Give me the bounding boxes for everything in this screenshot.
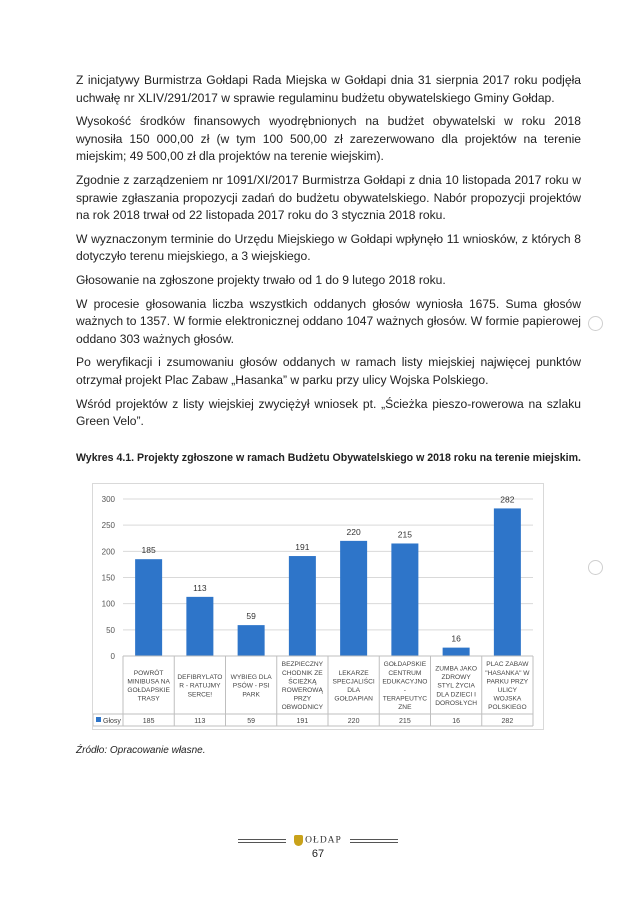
paragraph: Po weryfikacji i zsumowaniu głosów oddanych w ramach listy miejskiej najwięcej punktów otrzymał projekt Plac Zabaw „Hasanka” w parku przy ulicy Wojska Polskiego. [76,355,581,387]
table-value: 220 [347,718,360,725]
footer-logo [294,835,342,846]
paragraph: W wyznaczonym terminie do Urzędu Miejskiego w Gołdapi wpłynęło 11 wniosków, z których 8 dotyczyło terenu miejskiego, a 3 wiejskiego. [76,231,581,264]
footer-rule-left [238,839,286,843]
figure-caption: Wykres 4.1. Projekty zgłoszone w ramach Budżetu Obywatelskiego w 2018 roku na terenie miejskim. [76,452,581,464]
category-label: ZDROWY [441,674,471,682]
category-label: POLSKIEGO [488,704,527,712]
table-value: 282 [501,718,514,725]
table-value: 215 [399,718,411,725]
category-label: GOŁDAPSKIE [127,687,170,694]
category-label: BEZPIECZNY [281,661,324,669]
y-tick-label: 200 [101,547,115,557]
table-value: 113 [194,718,206,725]
footer-logo-text: OŁDAP [305,835,342,846]
category-label: R - RATUJMY [179,682,221,690]
paragraph: W procesie głosowania liczba wszystkich oddanych głosów wyniosła 1675. Suma głosów ważnych to 1357. W formie elektronicznej oddano 1047 ważnych głosów. W formie papierowej oddano 303 ważnych głosów. [76,296,581,346]
category-label: PRZY [293,695,312,703]
source-note: Źródło: Opracowanie własne. [76,745,206,756]
category-label: GOŁDAPSKIE [383,661,427,669]
paragraph: Głosowanie na zgłoszone projekty trwało od 1 do 9 lutego 2018 roku. [76,272,446,287]
footer-rule-right [350,839,398,843]
table-value: 16 [452,718,461,725]
category-label: MINIBUSA NA [127,678,170,686]
category-label: STYL ŻYCIA [437,682,475,690]
data-label: 282 [500,494,515,505]
crest-icon [294,835,303,846]
category-label: OBWODNICY [281,704,324,712]
category-label: POWRÓT [133,669,164,677]
data-label: 185 [141,545,156,556]
data-label: 16 [451,633,461,644]
y-tick-label: 150 [101,573,115,583]
data-label: 191 [295,542,310,553]
data-label: 220 [346,526,361,537]
data-label: 59 [246,611,256,622]
punch-hole-mark [588,560,603,575]
legend-label: Głosy [103,718,121,725]
category-label: DLA [347,687,361,694]
category-label: DOROSŁYCH [435,699,478,707]
y-tick-label: 0 [110,652,115,661]
paragraph: Wśród projektów z listy wiejskiej zwyciężył wniosek pt. „Ścieżka pieszo-rowerowa na szlaku Green Velo”. [76,396,581,429]
page-number: 67 [311,848,325,860]
category-label: ULICY [497,687,518,694]
category-label: CENTRUM [388,669,422,677]
bar [289,556,316,656]
category-label: PLAC ZABAW [486,661,529,669]
category-label: PSÓW - PSI [232,682,270,690]
y-tick-label: 50 [106,625,115,635]
y-tick-label: 250 [101,521,115,531]
category-label: DEFIBRYLATO [177,674,223,682]
category-label: DLA DZIECI I [436,691,476,699]
category-label: SERCE! [187,691,213,699]
category-label: ROWEROWĄ [281,687,323,694]
data-label: 215 [397,529,412,540]
category-label: PARKU PRZY [486,678,529,686]
bar [443,648,470,656]
category-label: CHODNIK ZE [282,669,323,677]
category-label: - [403,687,406,694]
category-label: TRASY [137,695,160,703]
category-label: WYBIEG DLA [230,674,272,682]
y-tick-label: 100 [101,599,115,609]
category-label: ZNE [398,704,412,712]
category-label: GOŁDAPIAN [334,695,373,703]
table-value: 185 [142,718,155,725]
punch-hole-mark [588,316,603,331]
y-tick-label: 300 [101,495,115,504]
category-label: ŚCIEŻKĄ [288,678,317,686]
category-label: EDUKACYJNO [382,678,428,686]
bar [340,541,367,656]
category-label: LEKARZE [338,669,369,677]
category-label: PARK [242,691,260,699]
legend-swatch [96,717,101,722]
paragraph: Zgodnie z zarządzeniem nr 1091/XI/2017 Burmistrza Gołdapi z dnia 10 listopada 2017 roku w sprawie zgłaszania propozycji zadań do budżetu obywatelskiego. Nabór propozycji projektów na rok 2018 trwał od 22 listopada 2017 roku do 3 stycznia 2018 roku. [76,172,581,223]
bar-chart-svg [93,484,543,729]
bar [391,543,418,656]
bar [238,625,265,656]
table-value: 191 [296,718,309,725]
bar [186,597,213,656]
category-label: "HASANKA" W [485,669,530,677]
bar [135,559,162,656]
chart [92,483,544,730]
paragraph: Z inicjatywy Burmistrza Gołdapi Rada Miejska w Gołdapi dnia 31 sierpnia 2017 roku podjęła uchwałę nr XLIV/291/2017 w sprawie regulaminu budżetu obywatelskiego Gminy Gołdap. [76,73,581,105]
category-label: ZUMBA JAKO [435,665,478,673]
category-label: SPECJALIŚCI [332,678,375,686]
table-value: 59 [247,718,256,725]
data-label: 113 [193,582,207,593]
category-label: TERAPEUTYC [382,695,428,703]
bar [494,508,521,656]
category-label: WOJSKA [493,695,522,703]
body-text [76,72,581,437]
paragraph: Wysokość środków finansowych wyodrębnionych na budżet obywatelski w roku 2018 wynosiła 150 000,00 zł (w tym 100 500,00 zł zarezerwowano dla projektów na terenie miejskim; 49 500,00 zł dla projektów na terenie wiejskim). [76,114,581,164]
